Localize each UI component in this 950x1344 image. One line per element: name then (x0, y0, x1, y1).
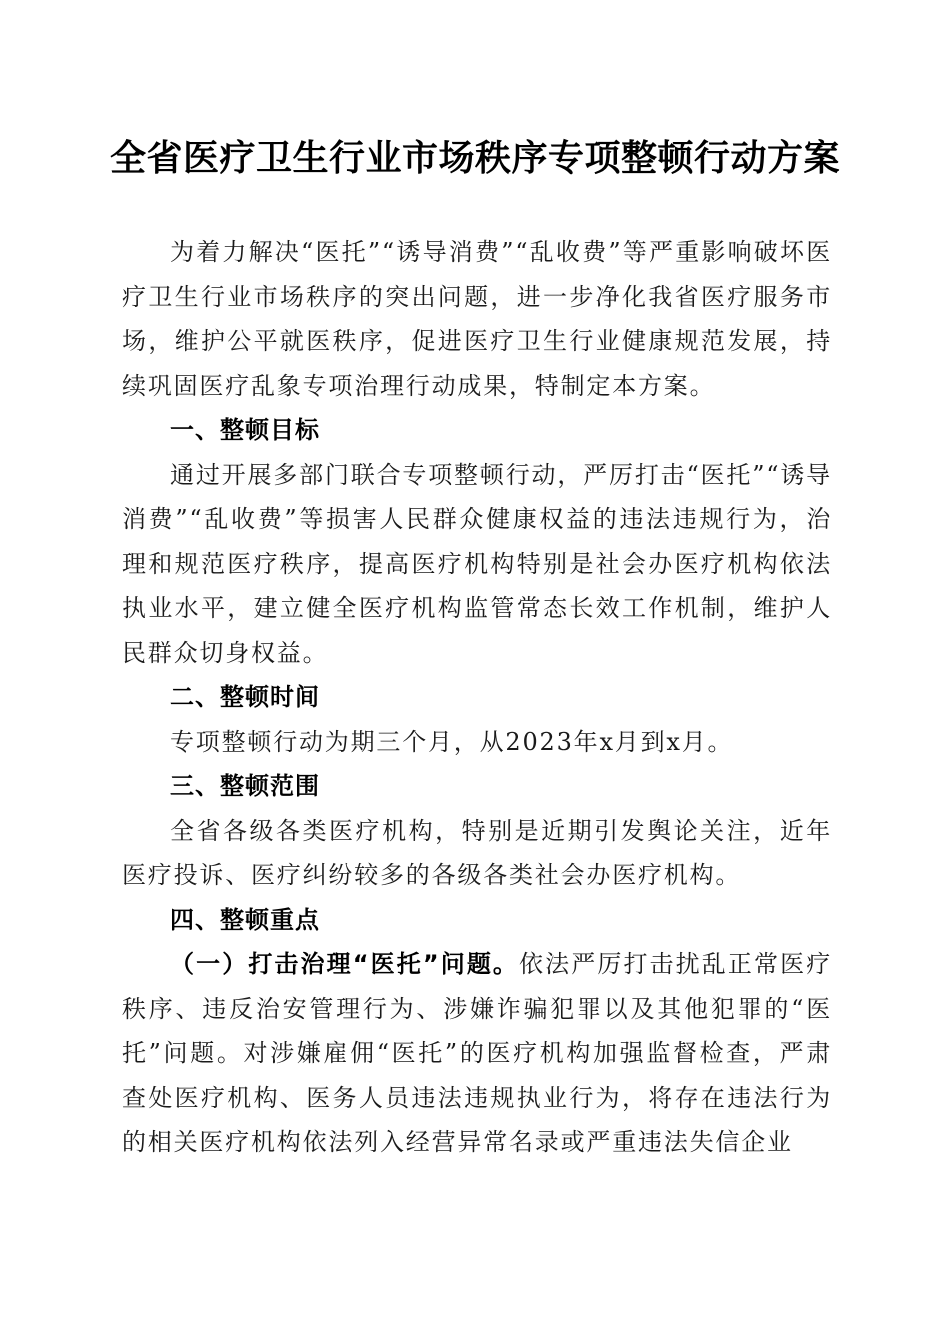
section-text-scope: 全省各级各类医疗机构，特别是近期引发舆论关注，近年医疗投诉、医疗纠纷较多的各级各类社会办医疗机构。 (122, 816, 832, 889)
subitem-lead: （一）打击治理“医托”问题。 (170, 950, 520, 978)
section-text-goal: 通过开展多部门联合专项整顿行动，严厉打击“医托”“诱导消费”“乱收费”等损害人民群众健康权益的违法违规行为，治理和规范医疗秩序，提高医疗机构特别是社会办医疗机构依法执业水平，建立健全医疗机构监管常态长效工作机制，维护人民群众切身权益。 (122, 460, 832, 667)
intro-paragraph: 为着力解决“医托”“诱导消费”“乱收费”等严重影响破坏医疗卫生行业市场秩序的突出问题，进一步净化我省医疗服务市场，维护公平就医秩序，促进医疗卫生行业健康规范发展，持续巩固医疗乱象专项治理行动成果，特制定本方案。 (122, 238, 832, 400)
section-text-time: 专项整顿行动为期三个月，从2023年x月到x月。 (170, 727, 734, 756)
section-heading-scope: 三、整顿范围 (170, 772, 320, 800)
subitem-text: 依法严厉打击扰乱正常医疗秩序、违反治安管理行为、涉嫌诈骗犯罪以及其他犯罪的“医托”问题。对涉嫌雇佣“医托”的医疗机构加强监督检查，严肃查处医疗机构、医务人员违法违规执业行为，将存在违法行为的相关医疗机构依法列入经营异常名录或严重违法失信企业 (122, 950, 832, 1156)
section-heading-time: 二、整顿时间 (170, 683, 320, 711)
section-heading-focus: 四、整顿重点 (170, 905, 320, 934)
section-heading-goal: 一、整顿目标 (170, 416, 320, 444)
document-title: 全省医疗卫生行业市场秩序专项整顿行动方案 (109, 137, 840, 179)
document-body (122, 230, 832, 1165)
subitem-paragraph (122, 942, 832, 1165)
